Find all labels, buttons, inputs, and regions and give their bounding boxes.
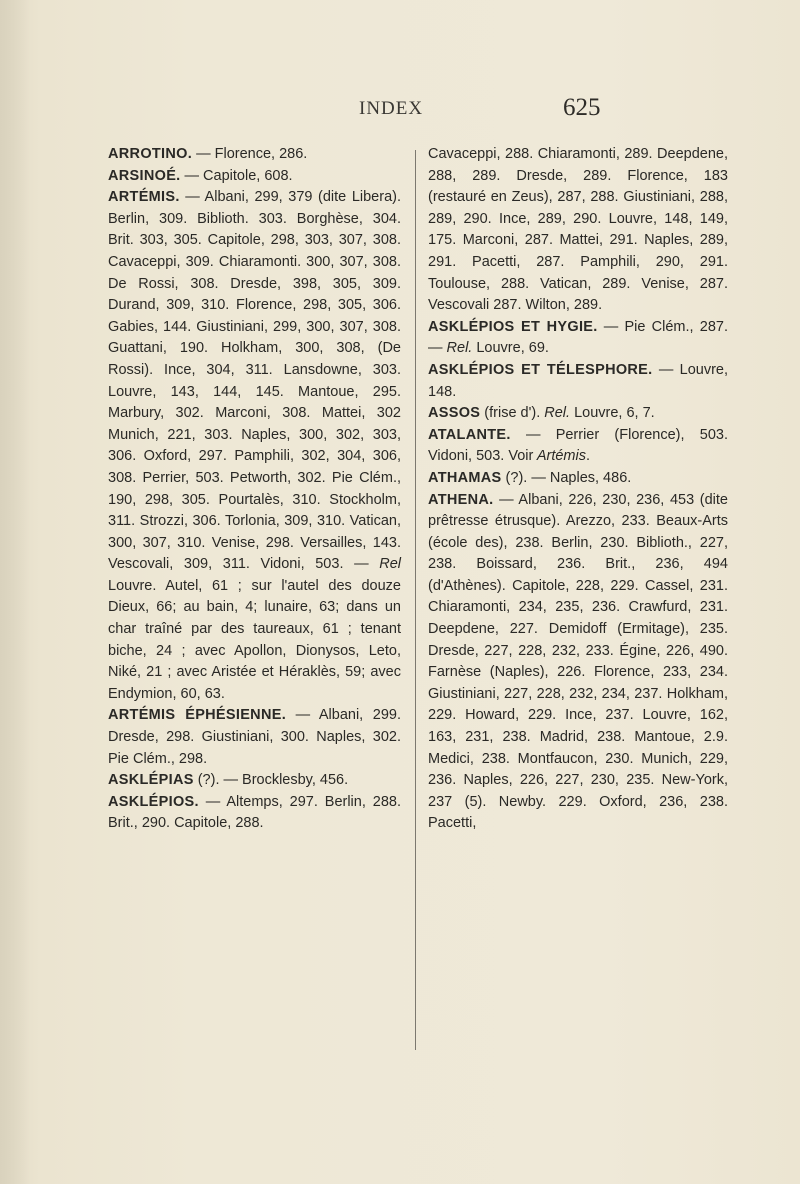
index-entry-continued bbox=[428, 144, 728, 317]
entry-headword: ASKLÉPIOS. bbox=[108, 793, 199, 810]
entry-text: Louvre. Autel, 61 ; sur l'autel des douze Dieux, 66; au bain, 4; lunaire, 63; dans un char traîné par des taureaux, 61 ; tenant biche, 24 ; avec Apollon, Dionysos, Leto, Niké, 21 ; avec Aristée et Héraklès, 59; avec Endymion, 60, 63. bbox=[108, 577, 401, 702]
entry-headword: ASSOS bbox=[428, 405, 481, 422]
entry-italic: Rel. bbox=[442, 340, 473, 357]
entry-text: . bbox=[585, 448, 591, 465]
entry-text: — Florence, 286. bbox=[192, 146, 308, 162]
entry-headword: ASKLÉPIAS bbox=[108, 772, 194, 789]
entry-headword: ATHAMAS bbox=[428, 469, 502, 486]
entry-text: — Albani, 299. Dresde, 298. Giustiniani, 300. Naples, 302. Pie Clém., 298. bbox=[108, 707, 402, 767]
entry-headword: ARROTINO. bbox=[108, 146, 193, 162]
entry-text: — Albani, 226, 230, 236, 453 (dite prêtresse étrusque). Arezzo, 233. Beaux-Arts (école des), 238. Berlin, 230. Biblioth., 227, 238. Boissard, 236. Brit., 236, 494 (d'Athènes). Capitole, 228, 229. Cassel, 231. Chiaramonti, 234, 235, 236. Crawfurd, 231. Deepdene, 227. Demidoff (Ermitage), 235. Dresde, 227, 228, 232, 233. Égine, 226, 490. Farnèse (Naples), 226. Florence, 233, 234. Giustiniani, 227, 228, 232, 234, 237. Holkham, 229. Howard, 229. Ince, 237. Louvre, 162, 163, 231, 238. Madrid, 238. Mantoue, 2.9. Medici, 238. Montfaucon, 230. Munich, 229, 236. Naples, 226, 227, 230, 235. New-York, 237 (5). Newby. 229. Oxford, 236, 238. Pacetti, bbox=[428, 491, 728, 832]
column-divider bbox=[415, 150, 416, 1050]
index-entry bbox=[108, 792, 401, 835]
index-entry bbox=[428, 490, 728, 836]
entry-headword: ATHENA. bbox=[428, 491, 494, 508]
entry-italic: Rel. bbox=[540, 405, 571, 422]
index-entry bbox=[108, 144, 401, 166]
left-column bbox=[108, 144, 401, 835]
entry-text: (?). — Naples, 486. bbox=[501, 469, 632, 486]
entry-text: — Pie Clém., 287. — bbox=[428, 318, 728, 357]
entry-text: (?). — Brocklesby, 456. bbox=[193, 772, 349, 789]
index-entry bbox=[428, 403, 728, 425]
index-entry bbox=[108, 166, 401, 188]
entry-italic: Artémis bbox=[533, 448, 586, 465]
running-head: INDEX bbox=[359, 98, 424, 119]
entry-text: — Perrier (Florence), 503. Vidoni, 503. Voir bbox=[428, 426, 728, 465]
right-column bbox=[428, 144, 728, 835]
entry-headword: ASKLÉPIOS ET HYGIE. bbox=[428, 318, 598, 335]
entry-headword: ARTÉMIS. bbox=[108, 189, 180, 206]
entry-headword: ATALANTE. bbox=[428, 426, 511, 443]
index-entry bbox=[108, 705, 401, 770]
page-edge-shadow bbox=[0, 0, 30, 1184]
entry-text: Louvre, 69. bbox=[472, 340, 549, 357]
entry-text: (frise d'). bbox=[480, 405, 541, 422]
entry-text: Cavaceppi, 288. Chiaramonti, 289. Deepdene, 288, 289. Dresde, 289. Florence, 183 (restauré en Zeus), 287, 288. Giustiniani, 288, 289, 290. Ince, 289, 290. Louvre, 148, 149, 175. Marconi, 287. Mattei, 291. Naples, 289, 291. Pacetti, 287. Pamphili, 290, 291. Toulouse, 288. Vatican, 289. Venise, 287. Vescovali 287. Wilton, 289. bbox=[428, 146, 728, 314]
entry-text: — Altemps, 297. Berlin, 288. Brit., 290. Capitole, 288. bbox=[108, 793, 401, 832]
entry-text: — Albani, 299, 379 (dite Libera). Berlin, 309. Biblioth. 303. Borghèse, 304. Brit. 303, 305. Capitole, 298, 303, 307, 308. Cavaceppi, 309. Chiaramonti. 300, 307, 308. De Rossi, 308. Dresde, 398, 305, 309. Durand, 309, 310. Florence, 298, 305, 306. Gabies, 144. Giustiniani, 299, 300, 307, 308. Guattani, 190. Holkham, 300, 308, (De Rossi). Ince, 304, 311. Lansdowne, 303. Louvre, 143, 144, 145. Mantoue, 295. Marbury, 302. Marconi, 308. Mattei, 302 Munich, 221, 303. Naples, 300, 302, 303, 306. Oxford, 297. Pamphili, 302, 304, 306, 308. Perrier, 503. Petworth, 302. Pie Clém., 190, 298, 305. Pourtalès, 310. Stockholm, 311. Strozzi, 306. Torlonia, 309, 310. Vatican, 300, 307, 310. Venise, 298. Versailles, 143. Vescovali, 309, 311. Vidoni, 503. — bbox=[108, 189, 401, 573]
entry-headword: ARTÉMIS ÉPHÉSIENNE. bbox=[108, 707, 287, 724]
index-entry bbox=[428, 425, 728, 468]
index-entry bbox=[108, 187, 401, 705]
index-entry bbox=[428, 360, 728, 403]
entry-text: — Louvre, 148. bbox=[428, 361, 729, 400]
entry-text: — Capitole, 608. bbox=[180, 167, 293, 184]
entry-headword: ARSINOÉ. bbox=[108, 167, 181, 184]
entry-headword: ASKLÉPIOS ET TÉLESPHORE. bbox=[428, 361, 653, 378]
entry-italic: Rel bbox=[368, 556, 401, 573]
index-entry bbox=[108, 770, 401, 792]
page-number: 625 bbox=[563, 94, 601, 121]
index-entry bbox=[428, 468, 728, 490]
entry-text: Louvre, 6, 7. bbox=[570, 405, 655, 422]
index-entry bbox=[428, 317, 728, 360]
page-header bbox=[0, 94, 800, 128]
